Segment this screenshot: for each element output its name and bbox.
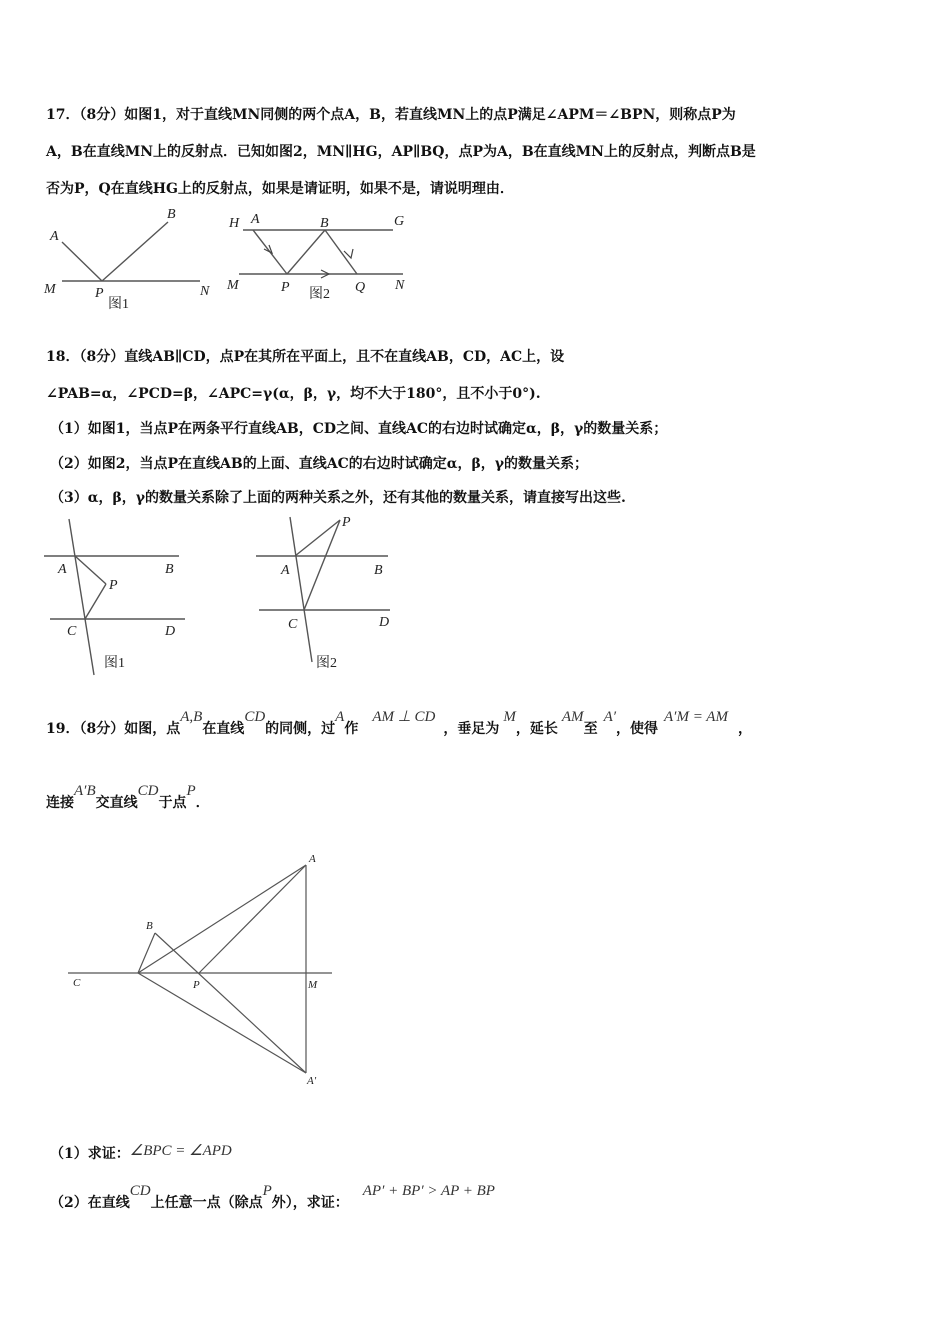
q17-line-3: 否为P，Q在直线HG上的反射点，如果是请证明，如果不是，请说明理由．: [46, 181, 514, 197]
math-am: AM: [561, 709, 584, 725]
q18-f2-label-p: P: [342, 515, 351, 530]
math-a-prime: A′: [603, 709, 617, 725]
q19-label-b: B: [146, 920, 153, 932]
q18-f2-label-a: A: [281, 563, 290, 578]
q18-figure-2: [250, 512, 410, 677]
q17-f2-label-h: H: [229, 216, 240, 231]
q19-label-p: P: [193, 979, 200, 991]
q19-part-2: （2）在直线CD上任意一点（除点P外），求证：AP′ + BP′ > AP + BP: [50, 1183, 495, 1211]
q17-f2-label-g: G: [394, 214, 405, 229]
q17-f2-label-q: Q: [355, 280, 366, 295]
q18-part-1: （1）如图1，当点P在两条平行直线AB，CD之间、直线AC的右边时试确定α，β，γ的数量关系；: [50, 421, 668, 437]
q17-f1-label-b: B: [167, 207, 176, 222]
math-inequality: AP′ + BP′ > AP + BP: [362, 1183, 495, 1199]
q17-f2-label-b: B: [320, 216, 329, 231]
q17-line-2: A，B在直线MN上的反射点．已知如图2，MN∥HG，AP∥BQ，点P为A，B在直线MN上的反射点，判断点B是: [46, 144, 756, 160]
math-p-2: P: [262, 1183, 272, 1199]
q18-f2-label-b: B: [374, 563, 383, 578]
math-m: M: [503, 709, 516, 725]
q17-f2-label-a: A: [251, 212, 260, 227]
q17-f1-label-m: M: [44, 282, 56, 297]
math-a-b: A,B: [180, 709, 203, 725]
q18-line-2: ∠PAB=α，∠PCD=β，∠APC=γ(α，β，γ，均不大于180°，且不小于0°).: [46, 386, 541, 402]
math-angle-equal: ∠BPC = ∠APD: [129, 1143, 232, 1159]
q18-f2-label-c: C: [288, 617, 298, 632]
math-cd-3: CD: [129, 1183, 151, 1199]
q19-label-a-prime: A′: [307, 1075, 317, 1087]
math-a: A: [335, 709, 345, 725]
q19-label-m: M: [308, 979, 318, 991]
q18-f2-label-d: D: [379, 615, 390, 630]
q19-label-a: A: [309, 853, 316, 865]
q17-f2-label-n: N: [395, 278, 405, 293]
q18-f1-label-c: C: [67, 624, 77, 639]
q18-f2-caption: 图2: [316, 656, 337, 671]
math-cd-2: CD: [137, 783, 159, 799]
q17-f2-label-p: P: [281, 280, 290, 295]
q19-line-2: 连接A′B交直线CD于点P．: [46, 783, 210, 811]
q19-part-1: （1）求证：∠BPC = ∠APD: [50, 1143, 232, 1162]
q18-line-1: 18．（8分）直线AB∥CD，点P在其所在平面上，且不在直线AB，CD，AC上，设: [46, 349, 565, 365]
q18-f1-label-p: P: [109, 578, 118, 593]
q18-f1-label-b: B: [165, 562, 174, 577]
q19-figure: [60, 845, 350, 1090]
q17-line-1: 17．（8分）如图1，对于直线MN同侧的两个点A，B，若直线MN上的点P满足∠APM＝∠BPN，则称点P为: [46, 107, 736, 123]
q18-figure-1: [40, 515, 200, 680]
q19-line-1: 19．（8分）如图，点A,B在直线CD的同侧，过A作AM ⊥ CD，垂足为M，延长AM至A′，使得A′M = AM，: [46, 709, 752, 737]
q18-part-2: （2）如图2，当点P在直线AB的上面、直线AC的右边时试确定α，β，γ的数量关系；: [50, 456, 589, 472]
q18-f1-label-a: A: [58, 562, 67, 577]
q17-f2-label-m: M: [227, 278, 239, 293]
q17-figure-2: [225, 205, 415, 305]
math-am-equal: A′M = AM: [664, 709, 728, 725]
q18-part-3: （3）α，β，γ的数量关系除了上面的两种关系之外，还有其他的数量关系，请直接写出这些.: [50, 490, 626, 506]
q17-f1-label-n: N: [200, 284, 210, 299]
math-a-prime-b: A′B: [74, 783, 96, 799]
math-am-perp-cd: AM ⊥ CD: [372, 709, 436, 725]
q19-label-c: C: [73, 977, 81, 989]
q17-f1-label-a: A: [50, 229, 59, 244]
q18-f1-caption: 图1: [104, 656, 125, 671]
q17-f2-caption: 图2: [309, 287, 330, 302]
q17-figure-1: [40, 200, 220, 315]
q17-f1-label-p: P: [95, 286, 104, 301]
math-cd: CD: [244, 709, 266, 725]
q17-f1-caption: 图1: [108, 297, 129, 312]
q18-f1-label-d: D: [165, 624, 176, 639]
math-p: P: [186, 783, 196, 799]
